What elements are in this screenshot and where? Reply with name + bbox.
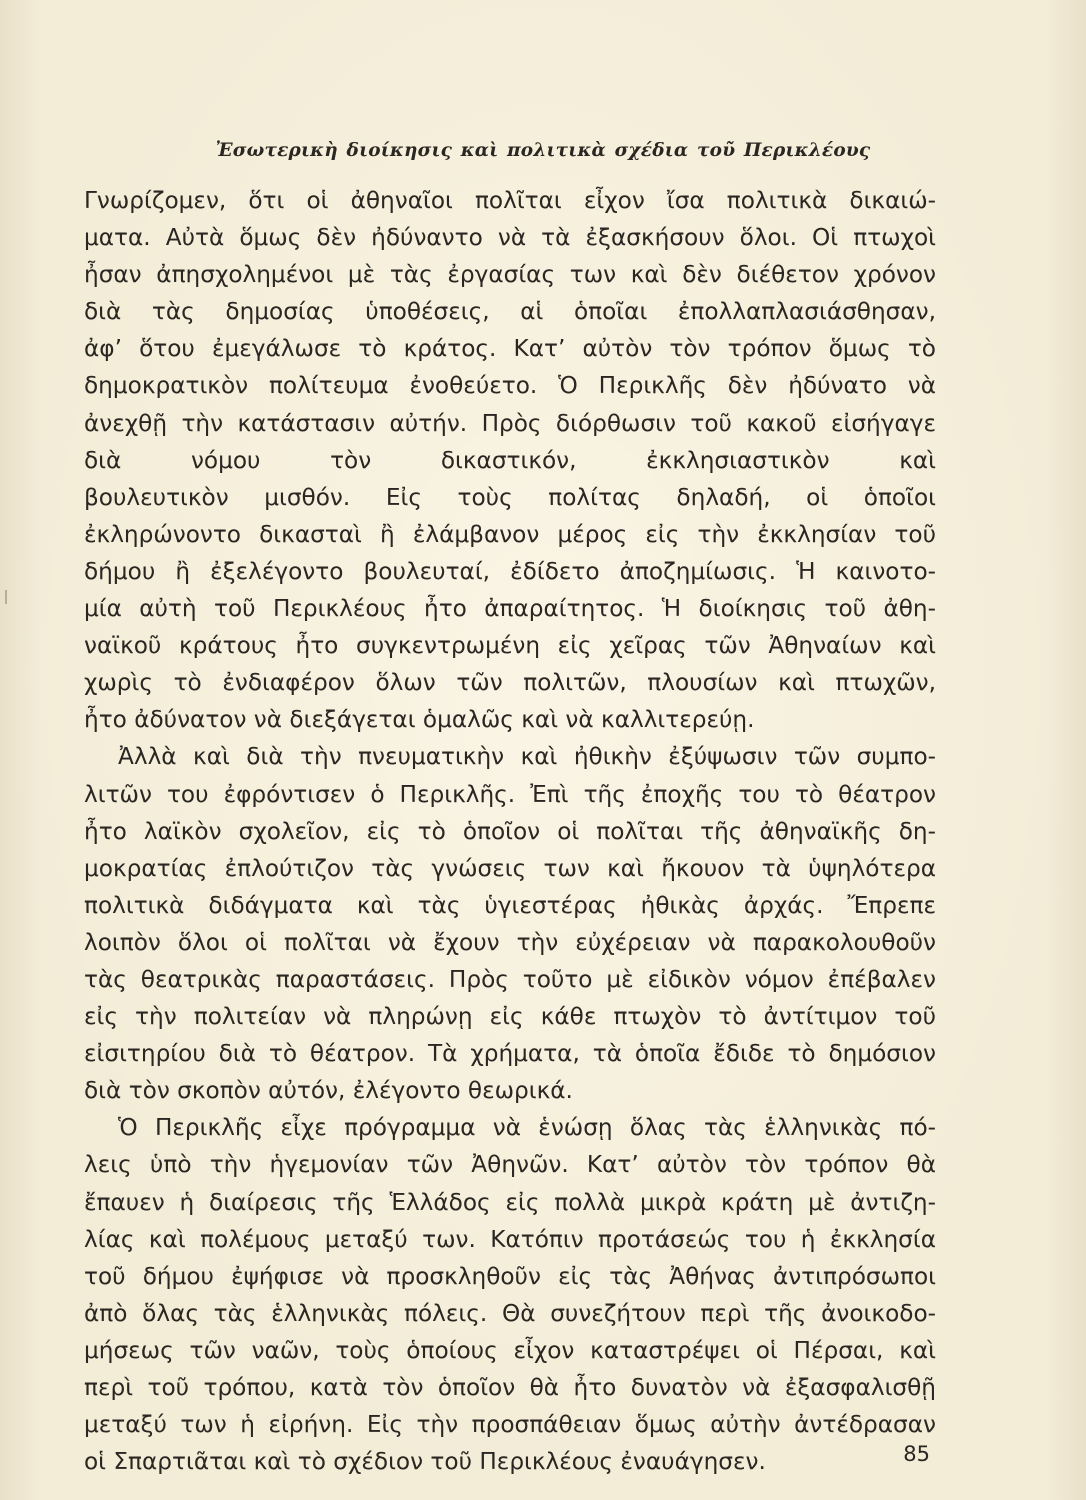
text-line: ἀνεχθῇ τὴν κατάστασιν αὐτήν. Πρὸς διόρθωσιν τοῦ κακοῦ εἰσήγαγε (84, 409, 936, 437)
text-line: διὰ νόμου τὸν δικαστικόν, ἐκκλησιαστικὸν καὶ (84, 446, 936, 474)
text-line: τοῦ δήμου ἐψήφισε νὰ προσκληθοῦν εἰς τὰς Ἀθήνας ἀντιπρόσωποι (84, 1262, 936, 1290)
text-line: λεις ὑπὸ τὴν ἡγεμονίαν τῶν Ἀθηνῶν. Κατ’ αὐτὸν τὸν τρόπον θὰ (84, 1151, 936, 1179)
text-line: οἱ Σπαρτιᾶται καὶ τὸ σχέδιον τοῦ Περικλέους ἐναυάγησεν. (84, 1448, 766, 1476)
text-line: Ἀλλὰ καὶ διὰ τὴν πνευματικὴν καὶ ἠθικὴν ἐξύψωσιν τῶν συμπο- (118, 743, 936, 771)
margin-mark (5, 590, 7, 604)
text-line: ἦτο ἀδύνατον νὰ διεξάγεται ὁμαλῶς καὶ νὰ καλλιτερεύῃ. (84, 706, 755, 734)
body-text (84, 182, 936, 1480)
text-line: ἦσαν ἀπησχολημένοι μὲ τὰς ἐργασίας των καὶ δὲν διέθετον χρόνον (84, 261, 936, 289)
text-line: διὰ τὰς δημοσίας ὑποθέσεις, αἱ ὁποῖαι ἐπολλαπλασιάσθησαν, (84, 298, 936, 326)
section-heading: Ἐσωτερικὴ διοίκησις καὶ πολιτικὰ σχέδια τοῦ Περικλέους (215, 140, 871, 161)
text-line: χωρὶς τὸ ἐνδιαφέρον ὅλων τῶν πολιτῶν, πλουσίων καὶ πτωχῶν, (84, 669, 936, 697)
text-line: τὰς θεατρικὰς παραστάσεις. Πρὸς τοῦτο μὲ εἰδικὸν νόμον ἐπέβαλεν (84, 965, 936, 993)
text-line: Ὁ Περικλῆς εἶχε πρόγραμμα νὰ ἑνώσῃ ὅλας τὰς ἑλληνικὰς πό- (118, 1114, 936, 1142)
text-line: λιτῶν του ἐφρόντισεν ὁ Περικλῆς. Ἐπὶ τῆς ἐποχῆς του τὸ θέατρον (84, 780, 936, 808)
text-line: βουλευτικὸν μισθόν. Εἰς τοὺς πολίτας δηλαδή, οἱ ὁποῖοι (84, 483, 936, 511)
text-line: ναϊκοῦ κράτους ἦτο συγκεντρωμένη εἰς χεῖρας τῶν Ἀθηναίων καὶ (84, 632, 936, 660)
text-line: δήμου ἢ ἐξελέγοντο βουλευταί, ἐδίδετο ἀποζημίωσις. Ἡ καινοτο- (84, 557, 936, 585)
text-line: ἔπαυεν ἡ διαίρεσις τῆς Ἑλλάδος εἰς πολλὰ μικρὰ κράτη μὲ ἀντιζη- (84, 1188, 936, 1216)
text-line: εἰσιτηρίου διὰ τὸ θέατρον. Τὰ χρήματα, τὰ ὁποῖα ἔδιδε τὸ δημόσιον (84, 1040, 936, 1068)
text-line: λοιπὸν ὅλοι οἱ πολῖται νὰ ἔχουν τὴν εὐχέρειαν νὰ παρακολουθοῦν (84, 928, 936, 956)
text-line: δημοκρατικὸν πολίτευμα ἐνοθεύετο. Ὁ Περικλῆς δὲν ἠδύνατο νὰ (84, 372, 936, 400)
text-line: μήσεως τῶν ναῶν, τοὺς ὁποίους εἶχον καταστρέψει οἱ Πέρσαι, καὶ (84, 1336, 936, 1364)
text-line: μοκρατίας ἐπλούτιζον τὰς γνώσεις των καὶ ἤκουον τὰ ὑψηλότερα (84, 854, 936, 882)
text-line: πολιτικὰ διδάγματα καὶ τὰς ὑγιεστέρας ἠθικὰς ἀρχάς. Ἔπρεπε (84, 891, 936, 919)
text-line: εἰς τὴν πολιτείαν νὰ πληρώνῃ εἰς κάθε πτωχὸν τὸ ἀντίτιμον τοῦ (84, 1003, 936, 1031)
text-line: ἐκληρώνοντο δικασταὶ ἢ ἐλάμβανον μέρος εἰς τὴν ἐκκλησίαν τοῦ (84, 520, 936, 548)
text-line: ἦτο λαϊκὸν σχολεῖον, εἰς τὸ ὁποῖον οἱ πολῖται τῆς ἀθηναϊκῆς δη- (84, 817, 936, 845)
text-line: ἀφ’ ὅτου ἐμεγάλωσε τὸ κράτος. Κατ’ αὐτὸν τὸν τρόπον ὅμως τὸ (84, 335, 936, 363)
text-line: περὶ τοῦ τρόπου, κατὰ τὸν ὁποῖον θὰ ἦτο δυνατὸν νὰ ἐξασφαλισθῇ (84, 1374, 936, 1401)
text-line: λίας καὶ πολέμους μεταξύ των. Κατόπιν προτάσεώς του ἡ ἐκκλησία (84, 1225, 936, 1253)
text-line: ἀπὸ ὅλας τὰς ἑλληνικὰς πόλεις. Θὰ συνεζήτουν περὶ τῆς ἀνοικοδο- (84, 1299, 936, 1327)
text-line: διὰ τὸν σκοπὸν αὐτόν, ἐλέγοντο θεωρικά. (84, 1077, 573, 1105)
page-number: 85 (903, 1442, 930, 1466)
text-line: Γνωρίζομεν, ὅτι οἱ ἀθηναῖοι πολῖται εἶχον ἴσα πολιτικὰ δικαιώ- (84, 187, 936, 214)
text-line: μεταξύ των ἡ εἰρήνη. Εἰς τὴν προσπάθειαν ὅμως αὐτὴν ἀντέδρασαν (84, 1411, 936, 1439)
text-line: ματα. Αὐτὰ ὅμως δὲν ἠδύναντο νὰ τὰ ἐξασκήσουν ὅλοι. Οἱ πτωχοὶ (84, 224, 936, 252)
text-line: μία αὐτὴ τοῦ Περικλέους ἦτο ἀπαραίτητος. Ἡ διοίκησις τοῦ ἀθη- (84, 595, 936, 623)
